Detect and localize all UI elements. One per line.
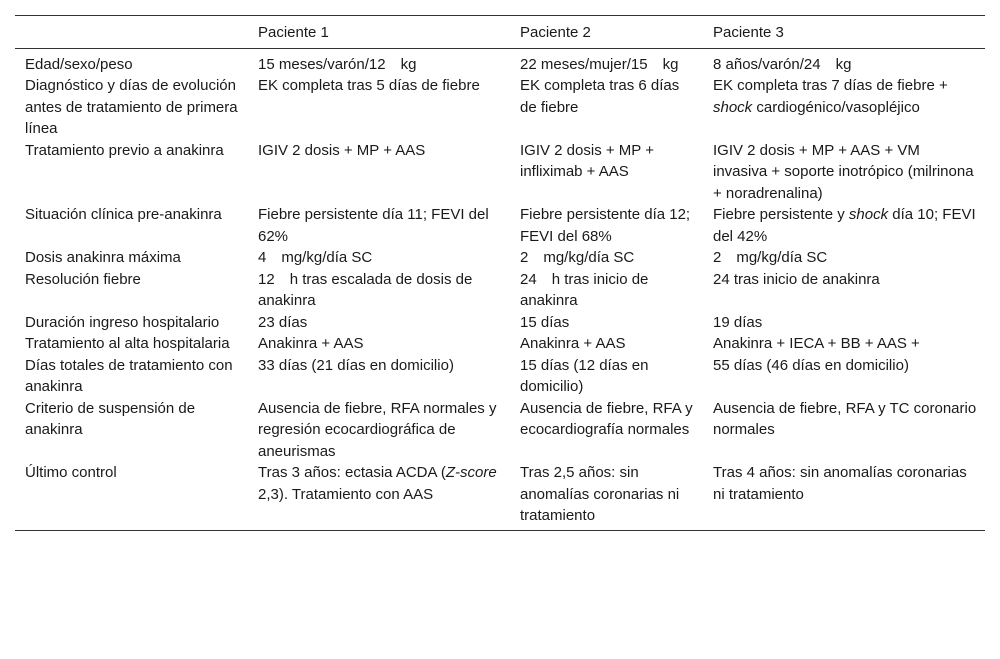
cell-text-part: mg/kg/día SC: [281, 249, 373, 266]
cell-paciente-2: Ausencia de fiebre, RFA y ecocardiografía normales: [520, 399, 693, 438]
table-row: [15, 462, 985, 530]
header-paciente-1: Paciente 1: [258, 24, 329, 41]
cell-text-part: mg/kg/día SC: [543, 249, 635, 266]
cell-text-part: Tras 3 años: ectasia ACDA (: [258, 464, 446, 481]
cell-paciente-1: EK completa tras 5 días de fiebre: [258, 77, 480, 94]
row-label: Duración ingreso hospitalario: [25, 313, 220, 331]
cell-paciente-2: [510, 269, 703, 312]
row-label: Diagnóstico y días de evolución antes de tratamiento de primera línea: [25, 77, 238, 137]
header-paciente-2: Paciente 2: [520, 24, 591, 41]
row-label: Dosis anakinra máxima: [25, 249, 181, 266]
table-row: [15, 355, 985, 398]
row-label: Edad/sexo/peso: [25, 55, 133, 73]
cell-paciente-3: [703, 247, 985, 269]
table-body: [15, 48, 985, 530]
data-table-container: [15, 15, 985, 531]
table-row: [15, 247, 985, 269]
table-row: [15, 333, 985, 355]
cell-paciente-3: Anakinra + IECA + BB + AAS +: [713, 335, 920, 352]
cell-paciente-3: Ausencia de fiebre, RFA y TC coronario normales: [713, 399, 977, 438]
cell-text-part: 2: [713, 249, 722, 266]
cell-text-italic: Z-score: [445, 464, 497, 481]
cell-text-italic: shock: [713, 98, 753, 116]
cell-paciente-2: Tras 2,5 años: sin anomalías coronarias ni tratamiento: [520, 464, 680, 524]
cell-text-italic: shock: [848, 206, 889, 223]
table-row: [15, 48, 985, 75]
cell-text-part: 12: [258, 270, 275, 288]
cell-text-part: EK completa tras 7 días de fiebre +: [713, 77, 948, 94]
row-label: Tratamiento previo a anakinra: [25, 141, 224, 159]
cell-paciente-2: 15 días (12 días en domicilio): [520, 356, 649, 395]
cell-paciente-3: 55 días (46 días en domicilio): [713, 356, 909, 374]
cell-text-part: 4: [258, 249, 267, 266]
row-label: Situación clínica pre-anakinra: [25, 206, 222, 223]
cell-paciente-3: Tras 4 años: sin anomalías coronarias ni tratamiento: [713, 464, 967, 503]
cell-text-part: kg: [400, 55, 417, 73]
header-empty: [15, 16, 248, 49]
cell-paciente-3: [703, 204, 985, 247]
cell-text-part: 2: [520, 249, 529, 266]
cell-paciente-3: 19 días: [713, 313, 763, 331]
row-label: Resolución fiebre: [25, 270, 141, 288]
row-label: Criterio de suspensión de anakinra: [25, 399, 196, 438]
cell-paciente-2: EK completa tras 6 días de fiebre: [520, 77, 680, 116]
cell-paciente-3: [703, 75, 985, 140]
header-paciente-3: Paciente 3: [713, 24, 784, 41]
row-label: Tratamiento al alta hospitalaria: [25, 335, 230, 352]
cell-text-part: kg: [835, 55, 852, 73]
cell-paciente-3: [703, 48, 985, 75]
patients-table: [15, 15, 985, 531]
cell-paciente-3: 24 tras inicio de anakinra: [713, 270, 880, 288]
cell-text-part: día 10; FEVI del 42%: [713, 206, 976, 245]
table-row: [15, 269, 985, 312]
cell-text-part: 22 meses/mujer/15: [520, 55, 648, 73]
cell-paciente-1: IGIV 2 dosis + MP + AAS: [258, 141, 426, 159]
table-header-row: [15, 16, 985, 49]
cell-text-part: 24: [520, 270, 537, 288]
cell-text-part: 2,3). Tratamiento con AAS: [258, 485, 434, 503]
cell-text-part: Fiebre persistente y: [713, 206, 849, 223]
table-row: [15, 75, 985, 140]
cell-paciente-2: [510, 48, 703, 75]
table-row: [15, 312, 985, 334]
cell-paciente-1: 33 días (21 días en domicilio): [258, 356, 454, 374]
cell-paciente-2: IGIV 2 dosis + MP + infliximab + AAS: [520, 141, 654, 180]
cell-paciente-3: IGIV 2 dosis + MP + AAS + VM invasiva + soporte inotrópico (milrinona + noradrenalina): [713, 141, 974, 202]
cell-paciente-1: [248, 247, 510, 269]
cell-paciente-1: Ausencia de fiebre, RFA normales y regresión ecocardiográfica de aneurismas: [258, 399, 497, 460]
cell-paciente-2: [510, 247, 703, 269]
cell-paciente-2: 15 días: [520, 313, 570, 331]
cell-paciente-2: Anakinra + AAS: [520, 335, 626, 352]
cell-text-part: cardiogénico/vasopléjico: [752, 98, 920, 116]
cell-paciente-1: Fiebre persistente día 11; FEVI del 62%: [258, 206, 489, 245]
cell-paciente-1: 23 días: [258, 313, 308, 331]
table-row: [15, 140, 985, 205]
cell-text-part: h tras inicio de anakinra: [520, 270, 649, 309]
cell-paciente-1: [248, 462, 510, 530]
cell-paciente-1: [248, 48, 510, 75]
cell-text-part: 15 meses/varón/12: [258, 55, 386, 73]
table-row: [15, 398, 985, 463]
cell-text-part: 8 años/varón/24: [713, 55, 821, 73]
row-label: Días totales de tratamiento con anakinra: [25, 356, 233, 395]
cell-text-part: kg: [662, 55, 679, 73]
cell-text-part: h tras escalada de dosis de anakinra: [258, 270, 473, 309]
cell-paciente-1: [248, 269, 510, 312]
table-row: [15, 204, 985, 247]
row-label: Último control: [25, 464, 117, 481]
cell-paciente-1: Anakinra + AAS: [258, 335, 364, 352]
cell-paciente-2: Fiebre persistente día 12; FEVI del 68%: [520, 206, 691, 245]
cell-text-part: mg/kg/día SC: [736, 249, 828, 266]
